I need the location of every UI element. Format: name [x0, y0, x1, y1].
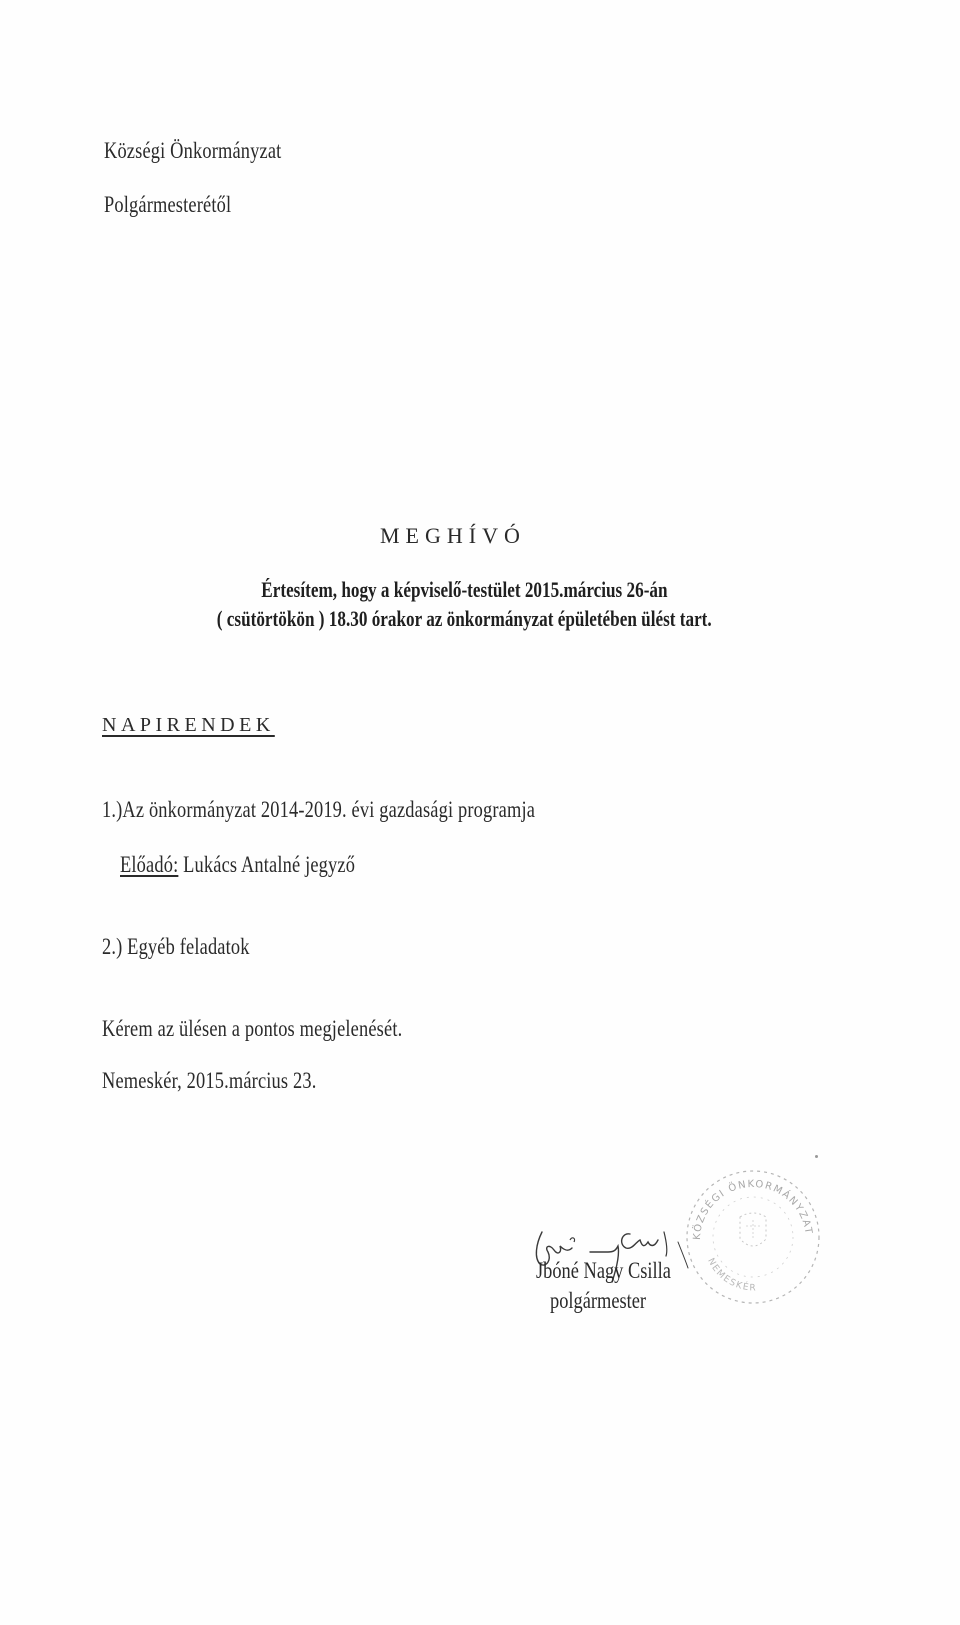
header-issuer: Községi Önkormányzat: [104, 138, 282, 163]
closing-request: Kérem az ülésen a pontos megjelenését.: [102, 1016, 403, 1041]
presenter-name: Lukács Antalné jegyző: [178, 852, 356, 877]
presenter-label: Előadó:: [120, 852, 179, 877]
place-and-date: Nemeskér, 2015.március 23.: [102, 1068, 317, 1093]
agenda-item-1: 1.)Az önkormányzat 2014-2019. évi gazdasági programja: [102, 797, 536, 822]
signer-name: Jbóné Nagy Csilla: [536, 1258, 671, 1283]
scan-speck: [815, 1155, 818, 1158]
agenda-heading: NAPIRENDEK: [102, 714, 275, 736]
agenda-item-1-presenter: [120, 852, 355, 878]
signer-role: polgármester: [550, 1288, 647, 1313]
notice-line-2: ( csütörtökön ) 18.30 órakor az önkormányzat épületében ülést tart.: [216, 606, 712, 631]
document-title: MEGHÍVÓ: [380, 523, 526, 548]
svg-text:NEMESKÉR: [705, 1257, 757, 1294]
stamp-text-top: KÖZSÉGI ÖNKORMÁNYZAT: [691, 1178, 814, 1241]
notice-line-1: Értesítem, hogy a képviselő-testület 2015.március 26-án: [260, 577, 668, 602]
header-sender: Polgármesterétől: [104, 192, 232, 217]
official-stamp: [678, 1162, 828, 1312]
stamp-text-bottom: NEMESKÉR: [705, 1256, 758, 1294]
agenda-item-2: 2.) Egyéb feladatok: [102, 934, 250, 959]
svg-text:KÖZSÉGI ÖNKORMÁNYZAT: [691, 1179, 814, 1240]
